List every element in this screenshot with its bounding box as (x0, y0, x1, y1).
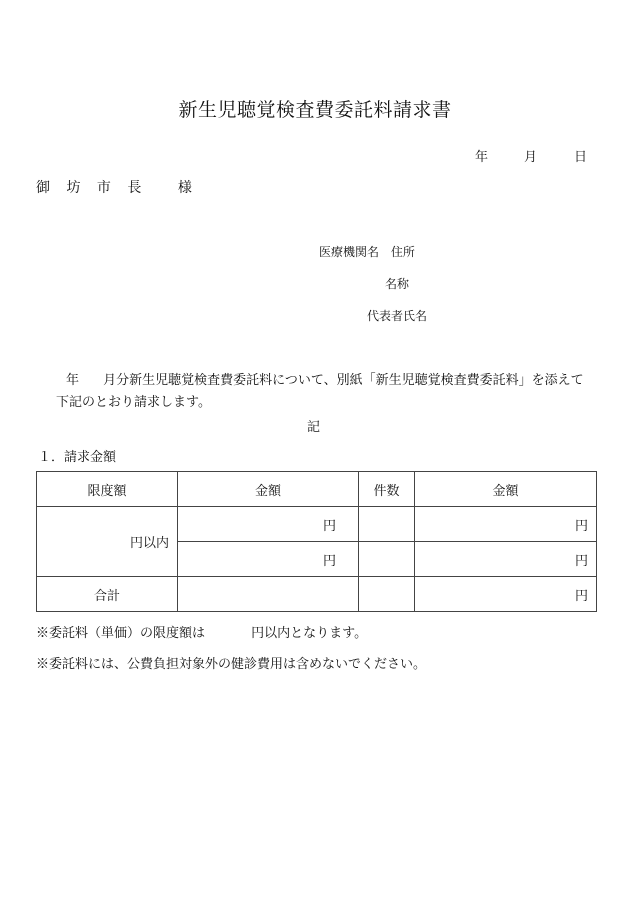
grand-total-cell (415, 577, 597, 612)
total-amount-blank (178, 577, 359, 612)
address-label: 住所 (390, 245, 415, 259)
date-day-label: 日 (574, 150, 588, 165)
limit-cell (37, 507, 178, 577)
addressee-honorific: 様 (177, 180, 192, 196)
body-line-1 (66, 369, 584, 388)
yen-unit: 円 (574, 588, 588, 604)
table-total-row (37, 577, 597, 612)
total-label: 合計 (93, 588, 120, 604)
amount-cell (178, 507, 359, 542)
section-1-heading: １．請求金額 (38, 450, 117, 465)
body-line-2: 下記のとおり請求します。 (56, 395, 211, 410)
addressee (36, 177, 192, 197)
yen-unit: 円 (322, 553, 336, 569)
yen-unit: 円 (574, 518, 588, 534)
count-cell (359, 542, 415, 577)
note-1 (36, 622, 367, 641)
total-amount-cell (415, 507, 597, 542)
sender-institution-line (319, 243, 415, 260)
header-count: 件数 (359, 472, 415, 507)
limit-label: 円以内 (129, 536, 169, 551)
header-total-amount: 金額 (415, 472, 597, 507)
date-year-label: 年 (475, 150, 489, 165)
institution-label: 医療機関名 (319, 245, 380, 259)
yen-unit: 円 (574, 553, 588, 569)
note-1-suffix: 円以内となります。 (251, 626, 368, 641)
claim-table (36, 471, 597, 612)
total-count-blank (359, 577, 415, 612)
yen-unit: 円 (322, 518, 336, 534)
document-title: 新生児聴覚検査費委託料請求書 (178, 99, 452, 121)
total-label-cell (37, 577, 178, 612)
representative-label: 代表者氏名 (367, 309, 428, 323)
header-amount: 金額 (178, 472, 359, 507)
ki-label: 記 (307, 420, 321, 435)
amount-cell (178, 542, 359, 577)
total-amount-cell (415, 542, 597, 577)
count-cell (359, 507, 415, 542)
addressee-place: 御 坊 市 長 (36, 180, 148, 196)
table-header-row (37, 472, 597, 507)
table-row (37, 507, 597, 542)
note-2: ※委託料には、公費負担対象外の健診費用は含めないでください。 (36, 657, 427, 672)
date-month-label: 月 (524, 150, 538, 165)
body-year-label: 年 (66, 373, 80, 388)
name-label: 名称 (385, 277, 410, 291)
note-1-prefix: ※委託料（単価）の限度額は (36, 626, 206, 641)
header-limit: 限度額 (37, 472, 178, 507)
body-line-1-text: 月分新生児聴覚検査費委託料について、別紙「新生児聴覚検査費委託料」を添えて (103, 373, 584, 388)
